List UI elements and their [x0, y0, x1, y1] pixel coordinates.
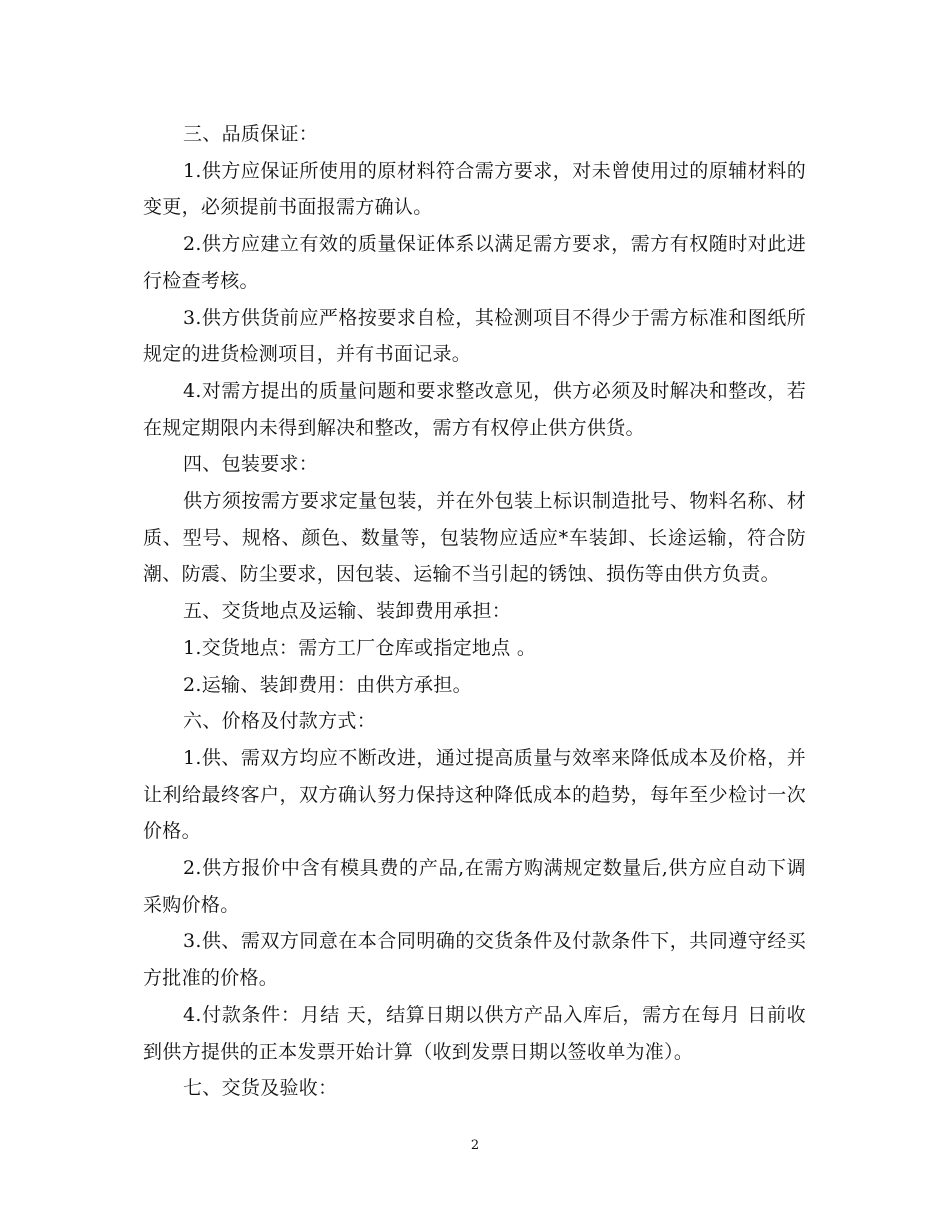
- clause-paragraph: 3.供方供货前应严格按要求自检，其检测项目不得少于需方标准和图纸所规定的进货检测项目，并有书面记录。: [143, 306, 806, 366]
- section-heading-price-payment: 六、价格及付款方式：: [183, 710, 377, 733]
- clause-paragraph: 1.供、需双方均应不断改进，通过提高质量与效率来降低成本及价格，并让利给最终客户，双方确认努力保持这种降低成本的趋势，每年至少检讨一次价格。: [143, 746, 806, 843]
- clause-paragraph: 2.供方报价中含有模具费的产品,在需方购满规定数量后,供方应自动下调采购价格。: [143, 857, 806, 916]
- clause-paragraph: 1.交货地点：需方工厂仓库或指定地点 。: [183, 636, 537, 659]
- clause-paragraph: 4.对需方提出的质量问题和要求整改意见，供方必须及时解决和整改，若在规定期限内未得到解决和整改，需方有权停止供方供货。: [143, 379, 806, 439]
- clause-paragraph: 2.供方应建立有效的质量保证体系以满足需方要求，需方有权随时对此进行检查考核。: [143, 233, 806, 292]
- section-heading-delivery-transport: 五、交货地点及运输、装卸费用承担：: [183, 600, 512, 623]
- clause-paragraph: 3.供、需双方同意在本合同明确的交货条件及付款条件下，共同遵守经买方批准的价格。: [143, 930, 806, 990]
- clause-paragraph: 2.运输、装卸费用：由供方承担。: [183, 673, 472, 696]
- clause-paragraph: 供方须按需方要求定量包装，并在外包装上标识制造批号、物料名称、材质、型号、规格、颜色、数量等，包装物应适应*车装卸、长途运输，符合防潮、防震、防尘要求，因包装、运输不当引起的锈蚀、损伤等由供方负责。: [143, 490, 806, 586]
- clause-paragraph: 1.供方应保证所使用的原材料符合需方要求，对未曾使用过的原辅材料的变更，必须提前书面报需方确认。: [143, 159, 806, 219]
- section-heading-packaging: 四、包装要求：: [183, 453, 319, 476]
- document-body: [143, 116, 806, 1107]
- section-heading-quality: 三、品质保证：: [183, 123, 319, 145]
- clause-paragraph: 4.付款条件：月结 天，结算日期以供方产品入库后，需方在每月 日前收到供方提供的正本发票开始计算（收到发票日期以签收单为准）。: [143, 1003, 806, 1063]
- page-number: 2: [470, 1138, 480, 1153]
- section-heading-delivery-acceptance: 七、交货及验收：: [183, 1077, 338, 1100]
